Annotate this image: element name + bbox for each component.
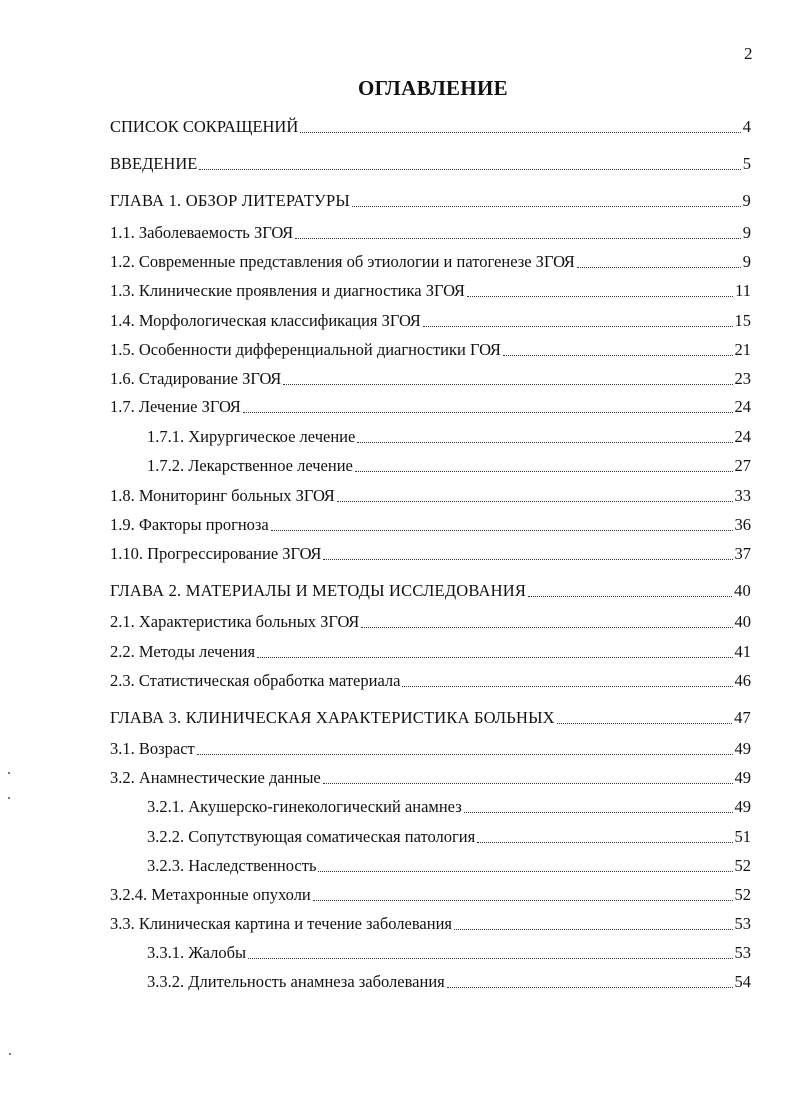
toc-entry-page: 4 — [742, 117, 751, 136]
toc-entry-chapter-3[interactable] — [110, 707, 751, 729]
toc-entry-label: 1.10. Прогрессирование ЗГОЯ — [110, 544, 322, 563]
toc-entry-label: ВВЕДЕНИЕ — [110, 154, 198, 173]
scan-speck — [9, 1053, 11, 1055]
toc-entry-3-3-1[interactable] — [147, 942, 751, 964]
toc-entry-label: 3.2.1. Акушерско-гинекологический анамнез — [147, 797, 462, 816]
toc-entry-label: 1.7.1. Хирургическое лечение — [147, 427, 356, 446]
toc-entry-label: 1.2. Современные представления об этиологии и патогенезе ЗГОЯ — [110, 252, 575, 271]
dot-leader — [295, 237, 741, 239]
toc-entry-label: 1.7. Лечение ЗГОЯ — [110, 397, 241, 416]
toc-entry-3-3-2[interactable] — [147, 971, 751, 993]
dot-leader — [300, 131, 740, 133]
toc-entry-label: 1.8. Мониторинг больных ЗГОЯ — [110, 486, 335, 505]
dot-leader — [577, 266, 741, 268]
toc-entry-label: 1.3. Клинические проявления и диагностика ЗГОЯ — [110, 281, 465, 300]
dot-leader — [423, 325, 733, 327]
dot-leader — [323, 782, 733, 784]
toc-entry-label: 1.7.2. Лекарственное лечение — [147, 456, 353, 475]
toc-entry-page: 41 — [734, 642, 751, 661]
toc-entry-page: 37 — [734, 544, 751, 563]
dot-leader — [271, 529, 733, 531]
dot-leader — [257, 656, 732, 658]
toc-entry-page: 36 — [734, 515, 751, 534]
toc-entry-1-3[interactable] — [110, 280, 751, 302]
dot-leader — [503, 354, 733, 356]
toc-entry-chapter-1[interactable] — [110, 190, 751, 212]
toc-entry-3-1[interactable] — [110, 738, 751, 760]
toc-entry-label: 2.3. Статистическая обработка материала — [110, 671, 401, 690]
toc-entry-page: 49 — [734, 739, 751, 758]
toc-entry-label: ГЛАВА 2. МАТЕРИАЛЫ И МЕТОДЫ ИССЛЕДОВАНИЯ — [110, 581, 527, 600]
toc-entry-label: 3.2.3. Наследственность — [147, 856, 317, 875]
toc-entry-label: 3.3.2. Длительность анамнеза заболевания — [147, 972, 445, 991]
toc-entry-1-10[interactable] — [110, 543, 751, 565]
dot-leader — [323, 558, 732, 560]
dot-leader — [337, 500, 733, 502]
toc-entry-page: 27 — [734, 456, 751, 475]
toc-entry-label: 2.1. Характеристика больных ЗГОЯ — [110, 612, 360, 631]
dot-leader — [402, 685, 732, 687]
toc-entry-page: 21 — [734, 340, 751, 359]
toc-entry-page: 24 — [734, 397, 751, 416]
dot-leader — [199, 168, 740, 170]
toc-entry-page: 51 — [734, 827, 751, 846]
toc-entry-2-1[interactable] — [110, 611, 751, 633]
dot-leader — [361, 626, 732, 628]
dot-leader — [477, 841, 732, 843]
scan-speck — [8, 797, 10, 799]
dot-leader — [557, 722, 732, 724]
toc-entry-page: 49 — [734, 768, 751, 787]
toc-entry-1-4[interactable] — [110, 310, 751, 332]
toc-entry-3-2-1[interactable] — [147, 796, 751, 818]
toc-entry-label: ГЛАВА 3. КЛИНИЧЕСКАЯ ХАРАКТЕРИСТИКА БОЛЬНЫХ — [110, 708, 555, 727]
dot-leader — [528, 595, 732, 597]
toc-entry-abbreviations[interactable] — [110, 116, 751, 138]
toc-entry-label: 3.3.1. Жалобы — [147, 943, 247, 962]
toc-entry-page: 24 — [734, 427, 751, 446]
toc-entry-page: 11 — [735, 281, 751, 300]
toc-entry-1-1[interactable] — [110, 222, 751, 244]
toc-entry-label: 1.5. Особенности дифференциальной диагностики ГОЯ — [110, 340, 501, 359]
toc-entry-page: 9 — [742, 223, 751, 242]
toc-entry-page: 9 — [742, 252, 751, 271]
dot-leader — [464, 811, 733, 813]
toc-entry-1-7[interactable] — [110, 396, 751, 418]
toc-entry-label: 1.4. Морфологическая классификация ЗГОЯ — [110, 311, 421, 330]
toc-entry-label: ГЛАВА 1. ОБЗОР ЛИТЕРАТУРЫ — [110, 191, 350, 210]
toc-entry-page: 54 — [734, 972, 751, 991]
toc-entry-1-5[interactable] — [110, 339, 751, 361]
toc-entry-1-9[interactable] — [110, 514, 751, 536]
toc-entry-page: 5 — [742, 154, 751, 173]
toc-entry-3-3[interactable] — [110, 913, 751, 935]
toc-entry-1-8[interactable] — [110, 485, 751, 507]
toc-entry-page: 15 — [734, 311, 751, 330]
dot-leader — [352, 205, 741, 207]
dot-leader — [248, 957, 732, 959]
dot-leader — [467, 295, 733, 297]
toc-entry-label: 1.6. Стадирование ЗГОЯ — [110, 369, 282, 388]
toc-entry-1-7-1[interactable] — [147, 426, 751, 448]
dot-leader — [357, 441, 732, 443]
page-title: ОГЛАВЛЕНИЕ — [358, 76, 508, 100]
toc-entry-page: 40 — [734, 612, 751, 631]
toc-entry-label: СПИСОК СОКРАЩЕНИЙ — [110, 117, 299, 136]
toc-entry-page: 52 — [734, 885, 751, 904]
dot-leader — [318, 870, 732, 872]
toc-entry-page: 52 — [734, 856, 751, 875]
toc-entry-label: 3.2.2. Сопутствующая соматическая патология — [147, 827, 476, 846]
toc-entry-3-2-2[interactable] — [147, 826, 751, 848]
toc-entry-label: 3.2.4. Метахронные опухоли — [110, 885, 311, 904]
toc-entry-label: 3.1. Возраст — [110, 739, 195, 758]
toc-entry-2-2[interactable] — [110, 641, 751, 663]
toc-entry-page: 9 — [742, 191, 751, 210]
toc-entry-page: 46 — [734, 671, 751, 690]
toc-entry-label: 3.3. Клиническая картина и течение заболевания — [110, 914, 452, 933]
toc-entry-3-2-3[interactable] — [147, 855, 751, 877]
toc-entry-1-6[interactable] — [110, 368, 751, 390]
dot-leader — [355, 470, 733, 472]
dot-leader — [454, 928, 733, 930]
toc-entry-page: 53 — [734, 914, 751, 933]
toc-entry-page: 53 — [734, 943, 751, 962]
toc-entry-page: 33 — [734, 486, 751, 505]
toc-entry-chapter-2[interactable] — [110, 580, 751, 602]
toc-entry-2-3[interactable] — [110, 670, 751, 692]
toc-entry-3-2-4[interactable] — [110, 884, 751, 906]
toc-entry-label: 1.9. Факторы прогноза — [110, 515, 269, 534]
scan-speck — [8, 772, 10, 774]
dot-leader — [313, 899, 733, 901]
toc-entry-page: 49 — [734, 797, 751, 816]
page-number: 2 — [744, 44, 753, 63]
dot-leader — [243, 411, 733, 413]
toc-entry-introduction[interactable] — [110, 153, 751, 175]
toc-entry-label: 1.1. Заболеваемость ЗГОЯ — [110, 223, 294, 242]
dot-leader — [283, 383, 732, 385]
toc-entry-1-7-2[interactable] — [147, 455, 751, 477]
toc-entry-1-2[interactable] — [110, 251, 751, 273]
toc-entry-3-2[interactable] — [110, 767, 751, 789]
dot-leader — [197, 753, 733, 755]
dot-leader — [447, 986, 733, 988]
toc-entry-label: 3.2. Анамнестические данные — [110, 768, 321, 787]
toc-entry-page: 47 — [734, 708, 751, 727]
toc-entry-page: 23 — [734, 369, 751, 388]
toc-entry-page: 40 — [734, 581, 751, 600]
toc-entry-label: 2.2. Методы лечения — [110, 642, 256, 661]
